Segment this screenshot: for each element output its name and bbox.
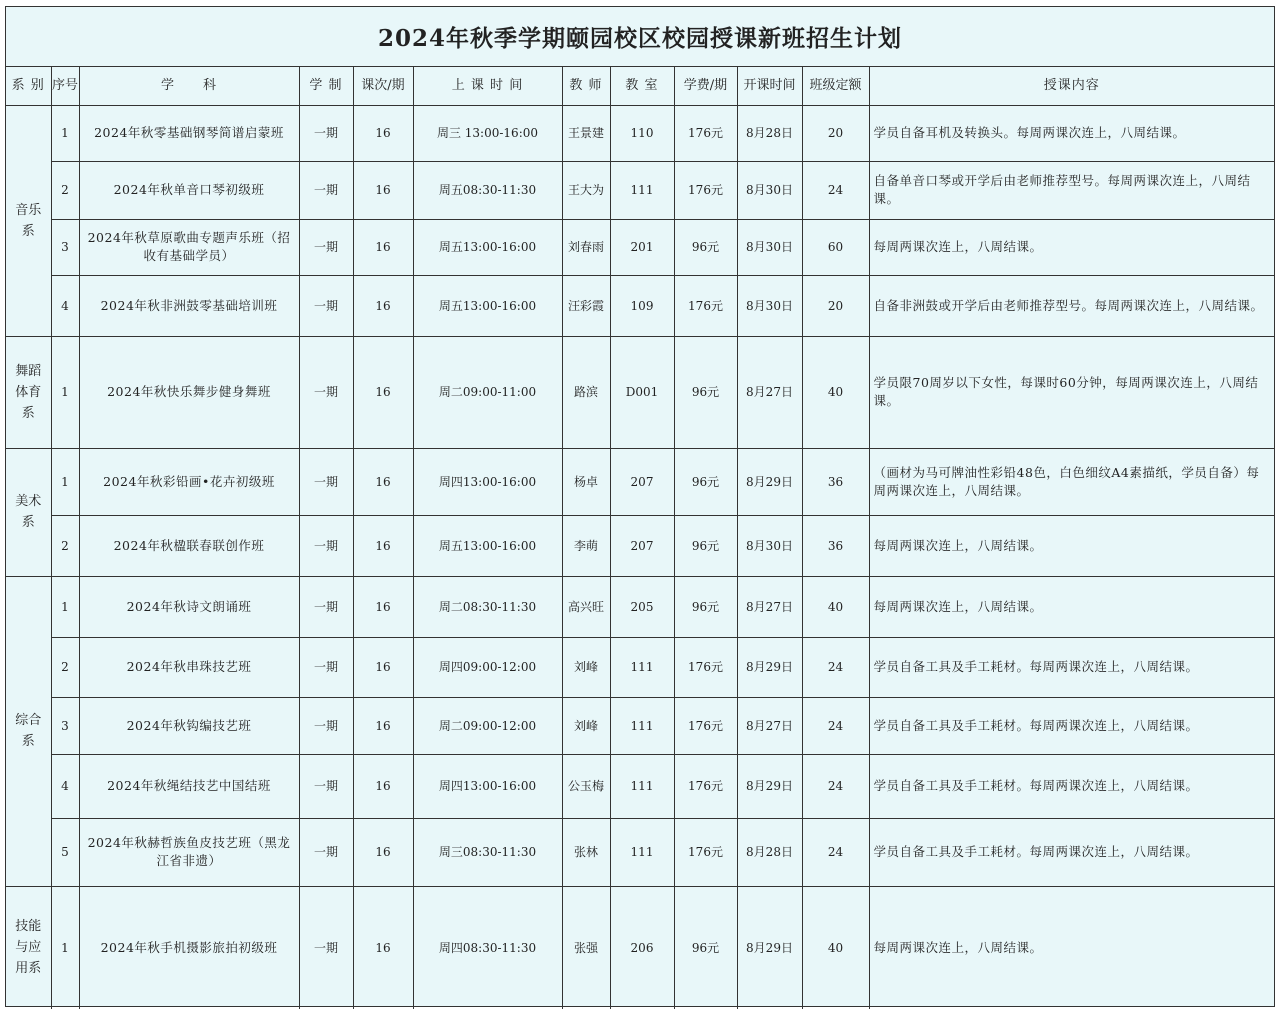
course-content: 学员自备工具及手工耗材。每周两课次连上，八周结课。 <box>869 818 1274 886</box>
class-time: 周二09:00-12:00 <box>413 697 562 754</box>
department-cell: 舞蹈体育系 <box>6 336 51 448</box>
study-system: 一期 <box>299 275 353 336</box>
study-system: 一期 <box>299 161 353 219</box>
row-number: 1 <box>51 886 79 1009</box>
tuition-fee: 96元 <box>674 336 737 448</box>
page-title: 2024年秋季学期颐园校区校园授课新班招生计划 <box>6 7 1274 67</box>
tuition-fee: 176元 <box>674 637 737 697</box>
tuition-fee: 176元 <box>674 818 737 886</box>
class-time: 周四08:30-11:30 <box>413 886 562 1009</box>
row-number: 5 <box>51 818 79 886</box>
course-content: 自备单音口琴或开学后由老师推荐型号。每周两课次连上，八周结课。 <box>869 161 1274 219</box>
classroom: 111 <box>610 754 674 818</box>
course-content: 每周两课次连上，八周结课。 <box>869 576 1274 637</box>
classroom: 111 <box>610 161 674 219</box>
table-row <box>6 637 1274 697</box>
department-cell: 美术系 <box>6 448 51 576</box>
classroom: 110 <box>610 105 674 161</box>
class-time: 周五13:00-16:00 <box>413 515 562 576</box>
start-date: 8月30日 <box>737 275 802 336</box>
row-number: 4 <box>51 275 79 336</box>
class-time: 周五13:00-16:00 <box>413 219 562 275</box>
tuition-fee: 96元 <box>674 515 737 576</box>
lesson-count: 16 <box>353 697 413 754</box>
header-fee: 学费/期 <box>674 67 737 105</box>
row-number: 1 <box>51 105 79 161</box>
class-time: 周二09:00-11:00 <box>413 336 562 448</box>
lesson-count: 16 <box>353 637 413 697</box>
study-system: 一期 <box>299 637 353 697</box>
classroom: 207 <box>610 448 674 515</box>
enrollment-sheet <box>5 6 1275 1007</box>
course-content: 学员自备工具及手工耗材。每周两课次连上，八周结课。 <box>869 697 1274 754</box>
lesson-count: 16 <box>353 161 413 219</box>
header-no: 序号 <box>51 67 79 105</box>
table-row <box>6 515 1274 576</box>
class-quota: 40 <box>802 576 869 637</box>
class-time: 周四13:00-16:00 <box>413 448 562 515</box>
lesson-count: 16 <box>353 219 413 275</box>
study-system: 一期 <box>299 336 353 448</box>
teacher-name: 刘春雨 <box>562 219 610 275</box>
table-row <box>6 275 1274 336</box>
classroom: D001 <box>610 336 674 448</box>
study-system: 一期 <box>299 818 353 886</box>
table-row <box>6 818 1274 886</box>
teacher-name: 路滨 <box>562 336 610 448</box>
lesson-count: 16 <box>353 105 413 161</box>
header-system: 学 制 <box>299 67 353 105</box>
teacher-name: 汪彩霞 <box>562 275 610 336</box>
start-date: 8月28日 <box>737 818 802 886</box>
table-row <box>6 161 1274 219</box>
teacher-name: 刘峰 <box>562 637 610 697</box>
lesson-count: 16 <box>353 336 413 448</box>
study-system: 一期 <box>299 576 353 637</box>
class-quota: 40 <box>802 336 869 448</box>
class-quota: 40 <box>802 886 869 1009</box>
teacher-name: 高兴旺 <box>562 576 610 637</box>
table-row <box>6 754 1274 818</box>
tuition-fee: 176元 <box>674 161 737 219</box>
row-number: 2 <box>51 161 79 219</box>
course-content: 自备非洲鼓或开学后由老师推荐型号。每周两课次连上，八周结课。 <box>869 275 1274 336</box>
row-number: 3 <box>51 219 79 275</box>
subject-name: 2024年秋手机摄影旅拍初级班 <box>79 886 299 1009</box>
start-date: 8月30日 <box>737 161 802 219</box>
class-quota: 60 <box>802 219 869 275</box>
header-start: 开课时间 <box>737 67 802 105</box>
teacher-name: 刘峰 <box>562 697 610 754</box>
class-quota: 24 <box>802 697 869 754</box>
study-system: 一期 <box>299 219 353 275</box>
classroom: 111 <box>610 637 674 697</box>
tuition-fee: 96元 <box>674 576 737 637</box>
subject-name: 2024年秋单音口琴初级班 <box>79 161 299 219</box>
subject-name: 2024年秋快乐舞步健身舞班 <box>79 336 299 448</box>
table-row <box>6 886 1274 1009</box>
department-cell: 音乐系 <box>6 105 51 336</box>
subject-name: 2024年秋楹联春联创作班 <box>79 515 299 576</box>
classroom: 205 <box>610 576 674 637</box>
table-row <box>6 697 1274 754</box>
lesson-count: 16 <box>353 515 413 576</box>
course-content: 每周两课次连上，八周结课。 <box>869 219 1274 275</box>
class-quota: 20 <box>802 105 869 161</box>
course-content: 学员自备耳机及转换头。每周两课次连上，八周结课。 <box>869 105 1274 161</box>
class-time: 周四09:00-12:00 <box>413 637 562 697</box>
teacher-name: 张林 <box>562 818 610 886</box>
subject-name: 2024年秋彩铅画•花卉初级班 <box>79 448 299 515</box>
class-quota: 24 <box>802 754 869 818</box>
row-number: 1 <box>51 336 79 448</box>
course-content: 学员限70周岁以下女性，每课时60分钟，每周两课次连上，八周结课。 <box>869 336 1274 448</box>
header-time: 上 课 时 间 <box>413 67 562 105</box>
header-room: 教 室 <box>610 67 674 105</box>
class-quota: 24 <box>802 161 869 219</box>
tuition-fee: 96元 <box>674 886 737 1009</box>
table-row <box>6 336 1274 448</box>
tuition-fee: 96元 <box>674 219 737 275</box>
row-number: 2 <box>51 515 79 576</box>
class-quota: 36 <box>802 448 869 515</box>
subject-name: 2024年秋串珠技艺班 <box>79 637 299 697</box>
start-date: 8月29日 <box>737 448 802 515</box>
class-quota: 36 <box>802 515 869 576</box>
start-date: 8月30日 <box>737 219 802 275</box>
start-date: 8月30日 <box>737 515 802 576</box>
study-system: 一期 <box>299 515 353 576</box>
teacher-name: 公玉梅 <box>562 754 610 818</box>
lesson-count: 16 <box>353 818 413 886</box>
table-row <box>6 576 1274 637</box>
table-row <box>6 219 1274 275</box>
class-quota: 24 <box>802 637 869 697</box>
start-date: 8月29日 <box>737 886 802 1009</box>
row-number: 1 <box>51 576 79 637</box>
subject-name: 2024年秋零基础钢琴简谱启蒙班 <box>79 105 299 161</box>
subject-name: 2024年秋赫哲族鱼皮技艺班（黑龙江省非遗） <box>79 818 299 886</box>
start-date: 8月27日 <box>737 576 802 637</box>
start-date: 8月29日 <box>737 637 802 697</box>
lesson-count: 16 <box>353 886 413 1009</box>
classroom: 111 <box>610 818 674 886</box>
subject-name: 2024年秋非洲鼓零基础培训班 <box>79 275 299 336</box>
start-date: 8月29日 <box>737 754 802 818</box>
row-number: 4 <box>51 754 79 818</box>
department-cell: 综合系 <box>6 576 51 886</box>
course-content: 每周两课次连上，八周结课。 <box>869 515 1274 576</box>
start-date: 8月28日 <box>737 105 802 161</box>
subject-name: 2024年秋草原歌曲专题声乐班（招收有基础学员） <box>79 219 299 275</box>
teacher-name: 李萌 <box>562 515 610 576</box>
class-time: 周五13:00-16:00 <box>413 275 562 336</box>
tuition-fee: 176元 <box>674 697 737 754</box>
tuition-fee: 176元 <box>674 275 737 336</box>
row-number: 1 <box>51 448 79 515</box>
teacher-name: 王景建 <box>562 105 610 161</box>
start-date: 8月27日 <box>737 336 802 448</box>
subject-name: 2024年秋绳结技艺中国结班 <box>79 754 299 818</box>
classroom: 207 <box>610 515 674 576</box>
course-content: 每周两课次连上，八周结课。 <box>869 886 1274 1009</box>
tuition-fee: 96元 <box>674 448 737 515</box>
table-row <box>6 105 1274 161</box>
class-time: 周二08:30-11:30 <box>413 576 562 637</box>
row-number: 3 <box>51 697 79 754</box>
start-date: 8月27日 <box>737 697 802 754</box>
header-lessons: 课次/期 <box>353 67 413 105</box>
class-quota: 20 <box>802 275 869 336</box>
class-time: 周三 13:00-16:00 <box>413 105 562 161</box>
lesson-count: 16 <box>353 754 413 818</box>
lesson-count: 16 <box>353 275 413 336</box>
row-number: 2 <box>51 637 79 697</box>
course-content: 学员自备工具及手工耗材。每周两课次连上，八周结课。 <box>869 637 1274 697</box>
header-teacher: 教 师 <box>562 67 610 105</box>
class-time: 周四13:00-16:00 <box>413 754 562 818</box>
study-system: 一期 <box>299 697 353 754</box>
header-content: 授课内容 <box>869 67 1274 105</box>
lesson-count: 16 <box>353 576 413 637</box>
class-time: 周五08:30-11:30 <box>413 161 562 219</box>
study-system: 一期 <box>299 448 353 515</box>
header-dept: 系 别 <box>6 67 51 105</box>
subject-name: 2024年秋钩编技艺班 <box>79 697 299 754</box>
class-quota: 24 <box>802 818 869 886</box>
subject-name: 2024年秋诗文朗诵班 <box>79 576 299 637</box>
classroom: 206 <box>610 886 674 1009</box>
header-subject: 学 科 <box>79 67 299 105</box>
lesson-count: 16 <box>353 448 413 515</box>
study-system: 一期 <box>299 754 353 818</box>
teacher-name: 张强 <box>562 886 610 1009</box>
header-row <box>6 67 1274 105</box>
course-content: （画材为马可牌油性彩铅48色，白色细纹A4素描纸，学员自备）每周两课次连上，八周结课。 <box>869 448 1274 515</box>
table-row <box>6 448 1274 515</box>
course-content: 学员自备工具及手工耗材。每周两课次连上，八周结课。 <box>869 754 1274 818</box>
study-system: 一期 <box>299 886 353 1009</box>
department-cell: 技能与应用系 <box>6 886 51 1009</box>
teacher-name: 王大为 <box>562 161 610 219</box>
class-time: 周三08:30-11:30 <box>413 818 562 886</box>
classroom: 201 <box>610 219 674 275</box>
tuition-fee: 176元 <box>674 105 737 161</box>
classroom: 111 <box>610 697 674 754</box>
study-system: 一期 <box>299 105 353 161</box>
classroom: 109 <box>610 275 674 336</box>
tuition-fee: 176元 <box>674 754 737 818</box>
enrollment-table <box>6 67 1274 1009</box>
teacher-name: 杨卓 <box>562 448 610 515</box>
header-quota: 班级定额 <box>802 67 869 105</box>
